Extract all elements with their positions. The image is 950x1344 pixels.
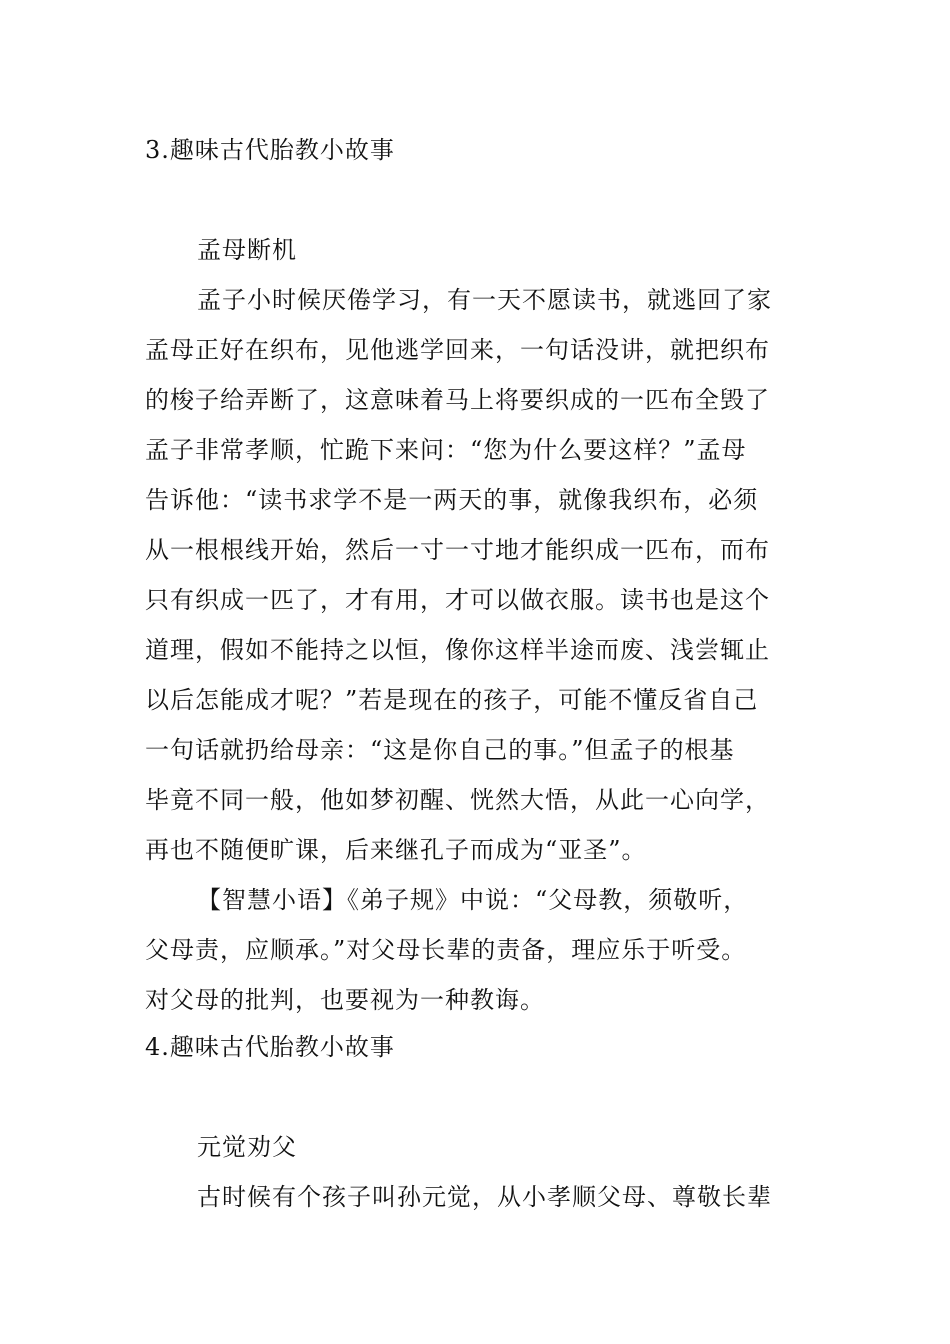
paragraph-line: 再也不随便旷课，后来继孔子而成为“亚圣”。 <box>145 836 647 864</box>
section-3-heading: 3.趣味古代胎教小故事 <box>145 136 395 164</box>
paragraph-line: 孟母正好在织布，见他逃学回来，一句话没讲，就把织布 <box>145 336 770 364</box>
paragraph-line: 以后怎能成才呢？”若是现在的孩子，可能不懂反省自己 <box>145 686 759 714</box>
paragraph-line: 毕竟不同一般，他如梦初醒、恍然大悟，从此一心向学， <box>145 786 770 814</box>
paragraph-line: 孟子非常孝顺，忙跪下来问：“您为什么要这样？”孟母 <box>145 436 747 464</box>
wisdom-line: 【智慧小语】《弟子规》中说：“父母教，须敬听， <box>197 886 749 914</box>
paragraph-line: 一句话就扔给母亲：“这是你自己的事。”但孟子的根基 <box>145 736 735 764</box>
paragraph-line: 孟子小时候厌倦学习，有一天不愿读书，就逃回了家 <box>197 286 772 314</box>
wisdom-line: 父母责，应顺承。”对父母长辈的责备，理应乐于听受。 <box>145 936 747 964</box>
paragraph-line: 的梭子给弄断了，这意味着马上将要织成的一匹布全毁了 <box>145 386 770 414</box>
paragraph-line: 告诉他：“读书求学不是一两天的事，就像我织布，必须 <box>145 486 759 514</box>
story-title-yuanjue: 元觉劝父 <box>197 1133 297 1161</box>
paragraph-line: 道理，假如不能持之以恒，像你这样半途而废、浅尝辄止 <box>145 636 770 664</box>
paragraph-line: 古时候有个孩子叫孙元觉，从小孝顺父母、尊敬长辈 <box>197 1183 772 1211</box>
story-title-mengmu: 孟母断机 <box>197 236 297 264</box>
wisdom-line: 对父母的批判，也要视为一种教诲。 <box>145 986 545 1014</box>
section-4-heading: 4.趣味古代胎教小故事 <box>145 1033 395 1061</box>
paragraph-line: 从一根根线开始，然后一寸一寸地才能织成一匹布，而布 <box>145 536 770 564</box>
paragraph-line: 只有织成一匹了，才有用，才可以做衣服。读书也是这个 <box>145 586 770 614</box>
